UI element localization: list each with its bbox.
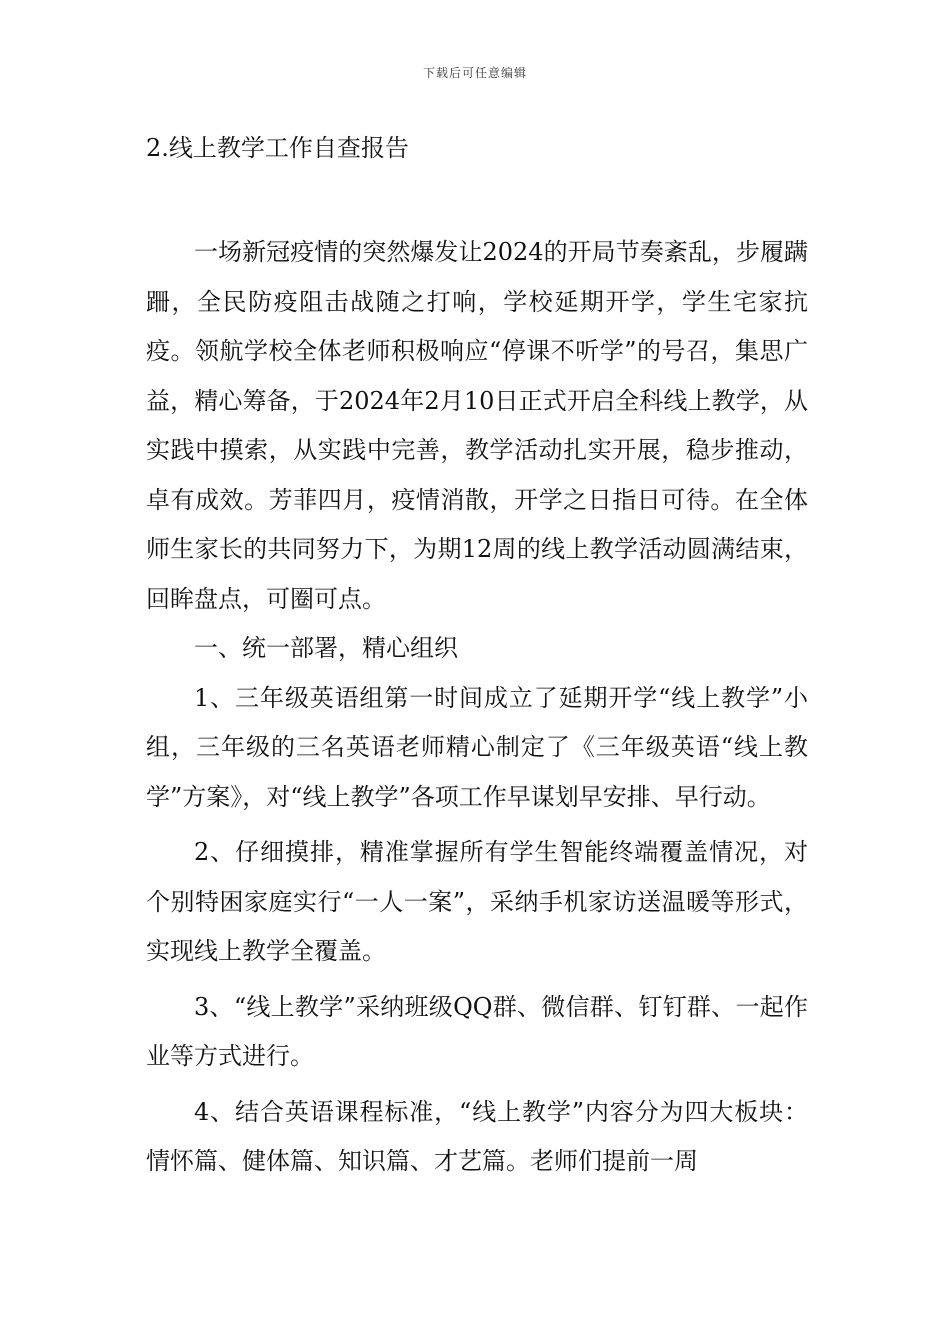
paragraph-item-1: 1、三年级英语组第一时间成立了延期开学“线上教学”小组，三年级的三名英语老师精心制定了《三年级英语“线上教学”方案》，对“线上教学”各项工作早谋划早安排、早行动。 <box>146 683 808 811</box>
page-header-note: 下载后可任意编辑 <box>422 66 527 80</box>
paragraph-item-3: 3、“线上教学”采纳班级QQ群、微信群、钉钉群、一起作业等方式进行。 <box>146 992 808 1070</box>
document-title: 2.线上教学工作自查报告 <box>146 134 409 162</box>
paragraph-item-2: 2、仔细摸排，精准掌握所有学生智能终端覆盖情况，对个别特困家庭实行“一人一案”，采纳手机家访送温暖等形式，实现线上教学全覆盖。 <box>146 838 808 965</box>
document-body <box>146 228 808 1187</box>
paragraph-intro: 一场新冠疫情的突然爆发让2024的开局节奏紊乱，步履蹒跚，全民防疫阻击战随之打响，学校延期开学，学生宅家抗疫。领航学校全体老师积极响应“停课不听学”的号召，集思广益，精心筹备，于2024年2月10日正式开启全科线上教学，从实践中摸索，从实践中完善，教学活动扎实开展，稳步推动，卓有成效。芳菲四月，疫情消散，开学之日指日可待。在全体师生家长的共同努力下，为期12周的线上教学活动圆满结束，回眸盘点，可圈可点。 <box>146 238 808 613</box>
section-heading-1: 一、统一部署，精心组织 <box>194 634 458 662</box>
paragraph-item-4: 4、结合英语课程标准，“线上教学”内容分为四大板块：情怀篇、健体篇、知识篇、才艺篇。老师们提前一周 <box>146 1097 808 1175</box>
